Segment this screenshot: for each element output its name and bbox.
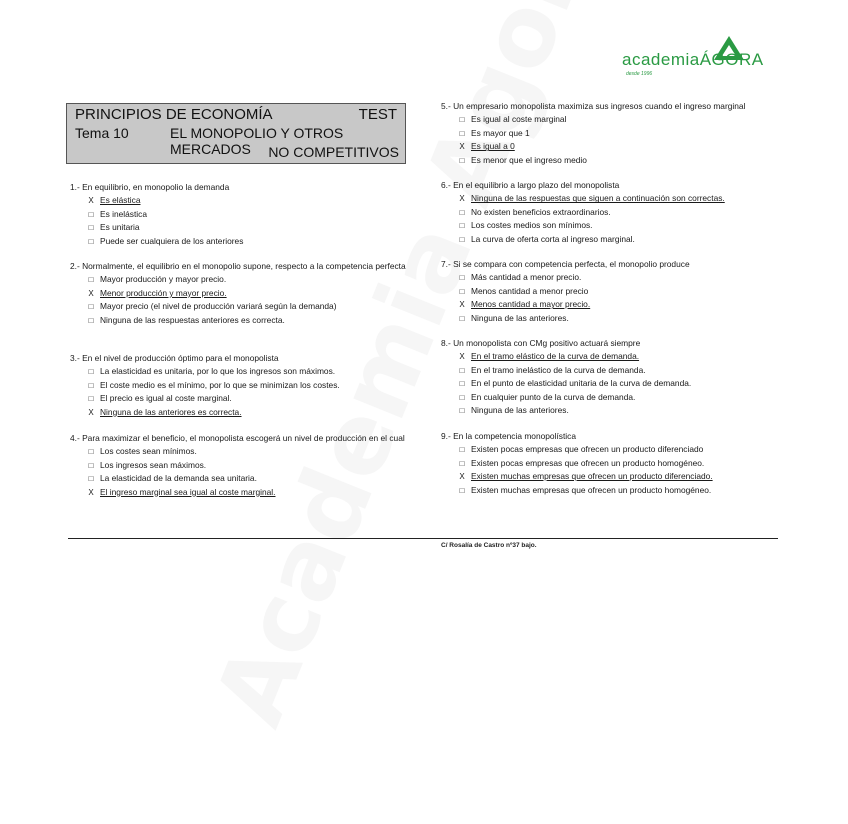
logo-name: academiaÁGORA	[622, 50, 764, 69]
checked-x-icon[interactable]: X	[459, 300, 465, 310]
answer-text: Ninguna de las respuestas anteriores es correcta.	[100, 314, 285, 325]
answer-text: Ninguna de las respuestas que siguen a continuación son correctas.	[471, 193, 725, 204]
answer-text: Los costes medios son mínimos.	[471, 220, 593, 231]
answer-option[interactable]	[70, 235, 406, 248]
empty-checkbox-icon[interactable]: □	[88, 209, 94, 219]
answer-option[interactable]	[70, 445, 406, 458]
answer-option[interactable]	[441, 484, 777, 497]
empty-checkbox-icon[interactable]: □	[88, 394, 94, 404]
answer-option[interactable]	[441, 271, 777, 284]
logo-tagline: desde 1996	[626, 71, 653, 77]
answer-option[interactable]	[441, 443, 777, 456]
empty-checkbox-icon[interactable]: □	[88, 380, 94, 390]
answer-text: Es igual al coste marginal	[471, 114, 567, 125]
question-7	[441, 258, 777, 325]
answer-option[interactable]	[70, 365, 406, 378]
empty-checkbox-icon[interactable]: □	[459, 207, 465, 217]
answer-option[interactable]	[70, 287, 406, 300]
empty-checkbox-icon[interactable]: □	[88, 447, 94, 457]
answer-option[interactable]	[70, 208, 406, 221]
answer-text: Es mayor que 1	[471, 127, 530, 138]
empty-checkbox-icon[interactable]: □	[459, 445, 465, 455]
answer-text: Los costes sean mínimos.	[100, 446, 197, 457]
checked-x-icon[interactable]: X	[88, 196, 94, 206]
question-stem: 2.- Normalmente, el equilibrio en el monopolio supone, respecto a la competencia perfecta	[70, 261, 406, 271]
answer-text: En cualquier punto de la curva de demanda.	[471, 391, 636, 402]
question-2	[70, 260, 406, 327]
checked-x-icon[interactable]: X	[459, 142, 465, 152]
answer-text: En el tramo elástico de la curva de demanda.	[471, 351, 640, 362]
answer-option[interactable]	[441, 350, 777, 363]
checked-x-icon[interactable]: X	[459, 194, 465, 204]
question-1	[70, 181, 406, 248]
empty-checkbox-icon[interactable]: □	[459, 234, 465, 244]
answer-text: Es menor que el ingreso medio	[471, 154, 587, 165]
answer-option[interactable]	[441, 192, 777, 205]
answer-option[interactable]	[441, 206, 777, 219]
answer-option[interactable]	[441, 457, 777, 470]
question-stem: 5.- Un empresario monopolista maximiza sus ingresos cuando el ingreso marginal	[441, 101, 746, 111]
subject-title: PRINCIPIOS DE ECONOMÍA	[75, 106, 273, 123]
answer-option[interactable]	[441, 127, 777, 140]
footer-address: C/ Rosalía de Castro nº37 bajo.	[441, 542, 537, 549]
question-stem: 1.- En equilibrio, en monopolio la demanda	[70, 182, 230, 192]
answer-text: Es igual a 0	[471, 141, 515, 152]
answer-text: Es elástica	[100, 195, 141, 206]
answer-text: Es unitaria	[100, 222, 140, 233]
question-4	[70, 432, 406, 499]
unit-number: Tema 10	[75, 125, 129, 141]
empty-checkbox-icon[interactable]: □	[459, 379, 465, 389]
answer-text: El coste medio es el mínimo, por lo que se minimizan los costes.	[100, 379, 340, 390]
answer-text: Ninguna de las anteriores.	[471, 312, 569, 323]
empty-checkbox-icon[interactable]: □	[88, 302, 94, 312]
answer-text: Ninguna de las anteriores.	[471, 405, 569, 416]
empty-checkbox-icon[interactable]: □	[88, 367, 94, 377]
answer-text: Existen pocas empresas que ofrecen un producto diferenciado	[471, 444, 704, 455]
empty-checkbox-icon[interactable]: □	[88, 275, 94, 285]
answer-option[interactable]	[70, 194, 406, 207]
empty-checkbox-icon[interactable]: □	[459, 458, 465, 468]
empty-checkbox-icon[interactable]: □	[88, 223, 94, 233]
answer-text: La elasticidad de la demanda sea unitaria.	[100, 473, 257, 484]
unit-title-continued: NO COMPETITIVOS	[268, 144, 399, 160]
answer-option[interactable]	[70, 486, 406, 499]
question-8	[441, 337, 777, 417]
answer-option[interactable]	[441, 377, 777, 390]
empty-checkbox-icon[interactable]: □	[459, 313, 465, 323]
answer-text: La elasticidad es unitaria, por lo que los ingresos son máximos.	[100, 366, 336, 377]
empty-checkbox-icon[interactable]: □	[459, 365, 465, 375]
question-stem: 7.- Si se compara con competencia perfecta, el monopolio produce	[441, 259, 690, 269]
question-stem: 4.- Para maximizar el beneficio, el monopolista escogerá un nivel de producción en el cual	[70, 433, 405, 443]
answer-option[interactable]	[441, 312, 777, 325]
empty-checkbox-icon[interactable]: □	[88, 315, 94, 325]
answer-option[interactable]	[70, 300, 406, 313]
question-9	[441, 430, 777, 497]
answer-option[interactable]	[70, 459, 406, 472]
answer-text: Es inelástica	[100, 208, 148, 219]
checked-x-icon[interactable]: X	[459, 352, 465, 362]
answer-text: Menor producción y mayor precio.	[100, 287, 227, 298]
question-6	[441, 179, 777, 246]
answer-option[interactable]	[441, 113, 777, 126]
answer-option[interactable]	[441, 298, 777, 311]
empty-checkbox-icon[interactable]: □	[459, 286, 465, 296]
answer-text: Ninguna de las anteriores es correcta.	[100, 406, 242, 417]
checked-x-icon[interactable]: X	[459, 472, 465, 482]
empty-checkbox-icon[interactable]: □	[459, 485, 465, 495]
answer-option[interactable]	[70, 406, 406, 419]
answer-text: Menos cantidad a menor precio	[471, 285, 589, 296]
checked-x-icon[interactable]: X	[88, 487, 94, 497]
answer-text: Menos cantidad a mayor precio.	[471, 299, 591, 310]
answer-option[interactable]	[441, 233, 777, 246]
answer-option[interactable]	[441, 404, 777, 417]
answer-text: Existen pocas empresas que ofrecen un producto homogéneo.	[471, 457, 705, 468]
answer-option[interactable]	[441, 219, 777, 232]
title-box	[66, 103, 406, 164]
answer-text: En el tramo inelástico de la curva de demanda.	[471, 364, 646, 375]
empty-checkbox-icon[interactable]: □	[459, 273, 465, 283]
answer-option[interactable]	[70, 273, 406, 286]
answer-text: El precio es igual al coste marginal.	[100, 393, 232, 404]
empty-checkbox-icon[interactable]: □	[459, 221, 465, 231]
answer-text: Puede ser cualquiera de los anteriores	[100, 235, 244, 246]
answer-option[interactable]	[70, 314, 406, 327]
question-stem: 9.- En la competencia monopolística	[441, 431, 577, 441]
unit-title: EL MONOPOLIO Y OTROS MERCADOS	[170, 125, 344, 157]
empty-checkbox-icon[interactable]: □	[459, 155, 465, 165]
empty-checkbox-icon[interactable]: □	[88, 460, 94, 470]
question-stem: 8.- Un monopolista con CMg positivo actuará siempre	[441, 338, 641, 348]
answer-text: Mayor producción y mayor precio.	[100, 274, 227, 285]
answer-text: Mayor precio (el nivel de producción variará según la demanda)	[100, 301, 337, 312]
empty-checkbox-icon[interactable]: □	[459, 115, 465, 125]
answer-option[interactable]	[70, 221, 406, 234]
answer-option[interactable]	[441, 140, 777, 153]
checked-x-icon[interactable]: X	[88, 407, 94, 417]
question-stem: 6.- En el equilibrio a largo plazo del monopolista	[441, 180, 620, 190]
answer-text: En el punto de elasticidad unitaria de la curva de demanda.	[471, 378, 692, 389]
empty-checkbox-icon[interactable]: □	[459, 406, 465, 416]
question-stem: 3.- En el nivel de producción óptimo para el monopolista	[70, 353, 279, 363]
answer-option[interactable]	[70, 472, 406, 485]
answer-text: La curva de oferta corta al ingreso marginal.	[471, 233, 635, 244]
empty-checkbox-icon[interactable]: □	[459, 392, 465, 402]
answer-text: El ingreso marginal sea igual al coste marginal.	[100, 486, 276, 497]
footer-rule	[68, 538, 778, 539]
answer-text: Existen muchas empresas que ofrecen un producto diferenciado.	[471, 471, 713, 482]
test-label: TEST	[358, 106, 397, 123]
answer-text: Existen muchas empresas que ofrecen un producto homogéneo.	[471, 484, 712, 495]
answer-option[interactable]	[70, 392, 406, 405]
answer-text: No existen beneficios extraordinarios.	[471, 206, 611, 217]
academia-agora-logo	[622, 36, 764, 82]
answer-option[interactable]	[441, 154, 777, 167]
answer-option[interactable]	[441, 285, 777, 298]
answer-option[interactable]	[70, 379, 406, 392]
empty-checkbox-icon[interactable]: □	[459, 128, 465, 138]
answer-text: Los ingresos sean máximos.	[100, 459, 207, 470]
answer-text: Más cantidad a menor precio.	[471, 272, 582, 283]
answer-option[interactable]	[441, 391, 777, 404]
checked-x-icon[interactable]: X	[88, 288, 94, 298]
empty-checkbox-icon[interactable]: □	[88, 474, 94, 484]
question-3	[70, 352, 406, 419]
empty-checkbox-icon[interactable]: □	[88, 236, 94, 246]
answer-option[interactable]	[441, 364, 777, 377]
answer-option[interactable]	[441, 470, 777, 483]
question-5	[441, 100, 777, 167]
